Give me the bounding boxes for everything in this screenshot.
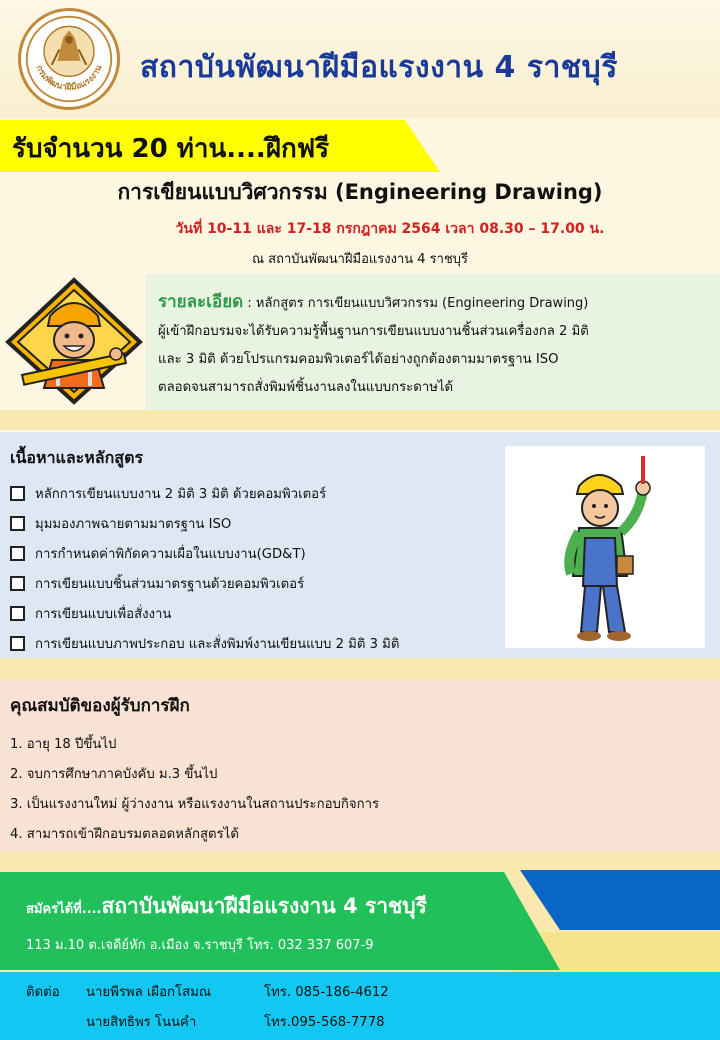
contact-block: [26, 978, 389, 1038]
banner-text: รับจำนวน 20 ท่าน....ฝึกฟรี: [12, 134, 330, 164]
details-line: ผู้เข้าฝึกอบรมจะได้รับความรู้พื้นฐานการเขียนแบบงานชิ้นส่วนเครื่องกล 2 มิติ: [158, 324, 589, 339]
list-item: [10, 598, 399, 628]
checkbox-icon: [10, 546, 25, 561]
contact-name: นายพีรพล เผือกโสมณ: [86, 985, 212, 1000]
checkbox-icon: [10, 486, 25, 501]
apply-label: สมัครได้ที่....: [26, 902, 102, 917]
content-heading: เนื้อหาและหลักสูตร: [10, 448, 144, 467]
course-date: วันที่ 10-11 และ 17-18 กรกฎาคม 2564 เวลา 08.30 – 17.00 น.: [175, 221, 605, 237]
details-colon: :: [243, 296, 256, 311]
details-label: รายละเอียด: [158, 292, 244, 312]
qualification-item: 3. เป็นแรงงานใหม่ ผู้ว่างงาน หรือแรงงานในสถานประกอบกิจการ: [10, 796, 380, 812]
list-item-label: หลักการเขียนแบบงาน 2 มิติ 3 มิติ ด้วยคอมพิวเตอร์: [35, 486, 327, 502]
worker-with-screwdriver-icon: [505, 446, 705, 648]
details-course-line: หลักสูตร การเขียนแบบวิศวกรรม (Engineering Drawing): [255, 296, 589, 311]
qualification-item: 4. สามารถเข้าฝึกอบรมตลอดหลักสูตรได้: [10, 826, 239, 842]
apply-name: สถาบันพัฒนาฝีมือแรงงาน 4 ราชบุรี: [101, 894, 427, 918]
course-place: ณ สถาบันพัฒนาฝีมือแรงงาน 4 ราชบุรี: [251, 252, 469, 267]
details-line: ตลอดจนสามารถสั่งพิมพ์ชิ้นงานลงในแบบกระดาษได้: [158, 380, 454, 395]
divider-strip: [0, 410, 720, 430]
worker-with-level-icon: [4, 276, 144, 406]
contact-row: [26, 978, 389, 1008]
content-list: [10, 478, 399, 658]
list-item: [10, 538, 399, 568]
contact-phone: โทร. 085-186-4612: [264, 985, 389, 1000]
page-title: สถาบันพัฒนาฝีมือแรงงาน 4 ราชบุรี: [140, 50, 618, 85]
list-item: [10, 628, 399, 658]
apply-address: 113 ม.10 ต.เจดีย์หัก อ.เมือง จ.ราชบุรี โทร. 032 337 607-9: [26, 938, 374, 953]
checkbox-icon: [10, 606, 25, 621]
apply-heading: [26, 890, 427, 923]
divider-strip: [0, 658, 720, 680]
list-item: [10, 478, 399, 508]
qualification-item: 1. อายุ 18 ปีขึ้นไป: [10, 736, 117, 752]
qualifications-heading: คุณสมบัติของผู้รับการฝึก: [10, 696, 190, 716]
course-title: การเขียนแบบวิศวกรรม (Engineering Drawing): [117, 180, 603, 204]
list-item: [10, 508, 399, 538]
qualification-item: 2. จบการศึกษาภาคบังคับ ม.3 ขึ้นไป: [10, 766, 218, 782]
details-heading: [158, 288, 588, 315]
contact-row: [26, 1008, 389, 1038]
checkbox-icon: [10, 516, 25, 531]
checkbox-icon: [10, 576, 25, 591]
list-item-label: การเขียนแบบภาพประกอบ และสั่งพิมพ์งานเขียนแบบ 2 มิติ 3 มิติ: [35, 636, 400, 652]
details-line: และ 3 มิติ ด้วยโปรแกรมคอมพิวเตอร์ได้อย่างถูกต้องตามมาตรฐาน ISO: [158, 352, 559, 367]
details-body: [158, 318, 714, 402]
contact-phone: โทร.095-568-7778: [264, 1015, 385, 1030]
list-item-label: การเขียนแบบเพื่อสั่งงาน: [35, 606, 172, 622]
list-item-label: การกำหนดค่าพิกัดความเผื่อในแบบงาน(GD&T): [35, 546, 306, 562]
list-item: [10, 568, 399, 598]
qualifications-list: [10, 728, 379, 848]
institute-seal-icon: [18, 8, 120, 110]
seal-text: กรมพัฒนาฝีมือแรงงาน: [33, 63, 105, 93]
list-item-label: การเขียนแบบชิ้นส่วนมาตรฐานด้วยคอมพิวเตอร์: [35, 576, 305, 592]
contact-label: ติดต่อ: [26, 985, 60, 1000]
contact-name: นายสิทธิพร โนนคำ: [86, 1015, 197, 1030]
checkbox-icon: [10, 636, 25, 651]
list-item-label: มุมมองภาพฉายตามมาตรฐาน ISO: [35, 516, 232, 532]
